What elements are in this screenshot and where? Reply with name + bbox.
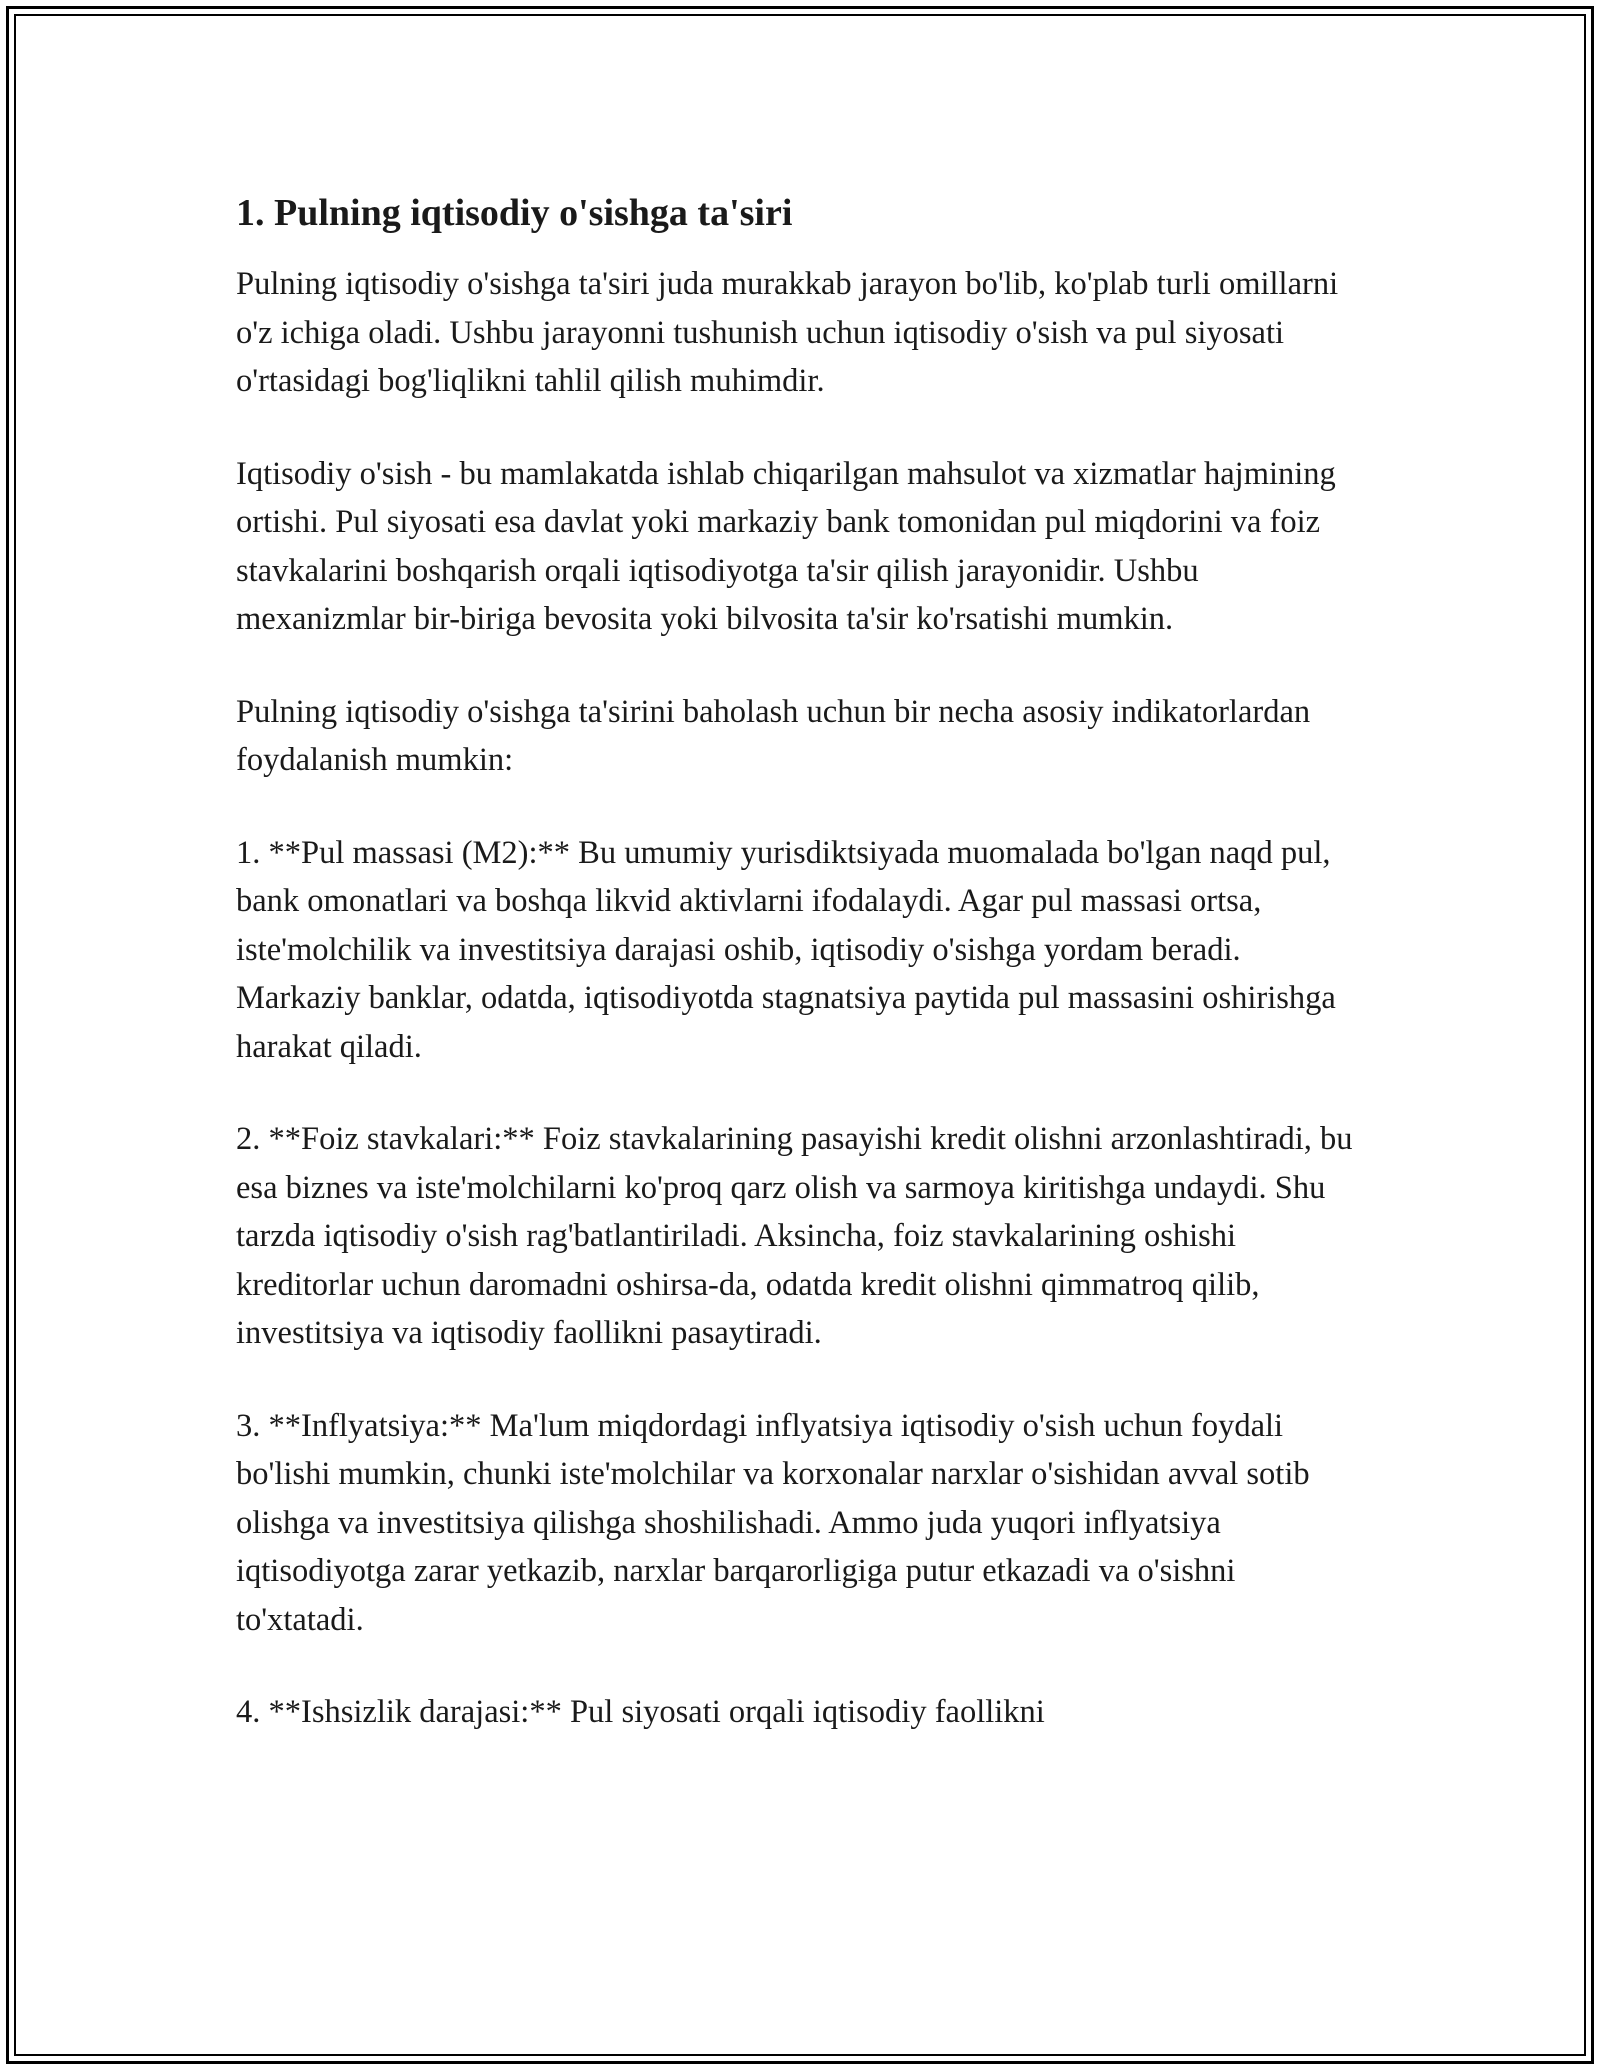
list-item-inflation: 3. **Inflyatsiya:** Ma'lum miqdordagi inflyatsiya iqtisodiy o'sish uchun foydali bo'lishi mumkin, chunki iste'molchilar va korxonalar narxlar o'sishidan avval sotib olishga va investitsiya qilishga shoshilishadi. Ammo juda yuqori inflyatsiya iqtisodiyotga zarar yetkazib, narxlar barqarorligiga putur etkazadi va o'sishni to'xtatadi. (236, 1407, 1310, 1638)
list-item-interest-rates: 2. **Foiz stavkalari:** Foiz stavkalarining pasayishi kredit olishni arzonlashtiradi, bu esa biznes va iste'molchilarni ko'proq qarz olish va sarmoya kiritishga undaydi. Shu tarzda iqtisodiy o'sish rag'batlantiriladi. Aksincha, foiz stavkalarining oshishi kreditorlar uchun daromadni oshirsa-da, odatda kredit olishni qimmatroq qilib, investitsiya va iqtisodiy faollikni pasaytiradi. (236, 1121, 1353, 1351)
paragraph-indicators-intro: Pulning iqtisodiy o'sishga ta'sirini baholash uchun bir necha asosiy indikatorlardan foydalanish mumkin: (236, 693, 1311, 778)
paragraph-intro: Pulning iqtisodiy o'sishga ta'siri juda murakkab jarayon bo'lib, ko'plab turli omillarni o'z ichiga oladi. Ushbu jarayonni tushunish uchun iqtisodiy o'sish va pul siyosati o'rtasidagi bog'liqlikni tahlil qilish muhimdir. (236, 266, 1339, 399)
document-title: 1. Pulning iqtisodiy o'sishga ta'siri (236, 192, 793, 234)
list-item-money-supply: 1. **Pul massasi (M2):** Bu umumiy yurisdiktsiyada muomalada bo'lgan naqd pul, bank omonatlari va boshqa likvid aktivlarni ifodalaydi. Agar pul massasi ortsa, iste'molchilik va investitsiya darajasi oshib, iqtisodiy o'sishga yordam beradi. Markaziy banklar, odatda, iqtisodiyotda stagnatsiya paytida pul massasini oshirishga harakat qiladi. (236, 834, 1336, 1065)
paragraph-definitions: Iqtisodiy o'sish - bu mamlakatda ishlab chiqarilgan mahsulot va xizmatlar hajmining ortishi. Pul siyosati esa davlat yoki markaziy bank tomonidan pul miqdorini va foiz stavkalarini boshqarish orqali iqtisodiyotga ta'sir qilish jarayonidir. Ushbu mexanizmlar bir-biriga bevosita yoki bilvosita ta'sir ko'rsatishi mumkin. (236, 455, 1336, 637)
list-item-unemployment: 4. **Ishsizlik darajasi:** Pul siyosati orqali iqtisodiy faollikni (236, 1694, 1045, 1730)
document-body (236, 188, 1356, 1781)
